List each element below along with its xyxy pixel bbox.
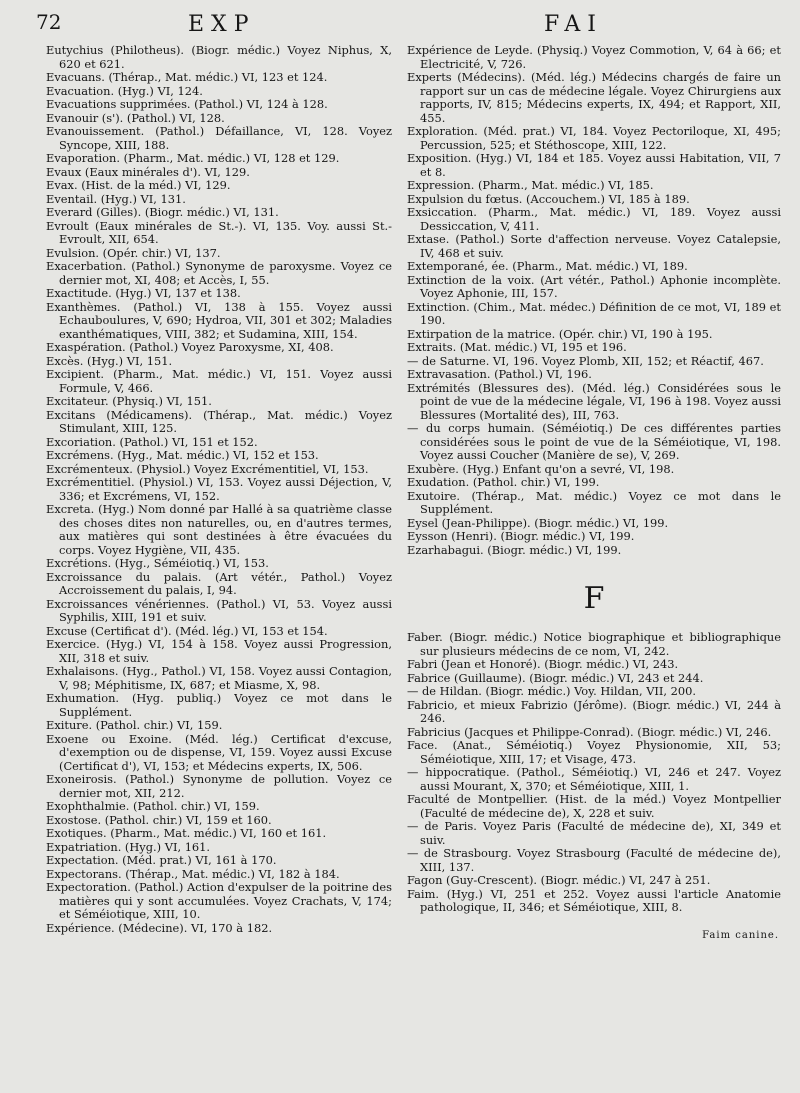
- index-entry: Fabricio, et mieux Fabrizio (Jérôme). (Biogr. médic.) VI, 244 à 246.: [407, 697, 781, 725]
- index-entry: — de Paris. Voyez Paris (Faculté de médecine de), XI, 349 et suiv.: [407, 819, 781, 847]
- index-entry: — de Saturne. VI, 196. Voyez Plomb, XII, 152; et Réactif, 467.: [407, 353, 764, 368]
- index-entry: Expérience. (Médecine). VI, 170 à 182.: [46, 920, 273, 935]
- index-entry: Exaspération. (Pathol.) Voyez Paroxysme, XI, 408.: [46, 340, 334, 354]
- index-entry: Excitateur. (Physiq.) VI, 151.: [46, 394, 212, 408]
- index-entry: Extirpation de la matrice. (Opér. chir.) VI, 190 à 195.: [407, 326, 713, 341]
- index-entry: Exophthalmie. (Pathol. chir.) VI, 159.: [46, 799, 260, 813]
- index-entry: Exsiccation. (Pharm., Mat. médic.) VI, 189. Voyez aussi Dessiccation, V, 411.: [407, 205, 781, 233]
- index-entry: Exacerbation. (Pathol.) Synonyme de paroxysme. Voyez ce dernier mot, XI, 408; et Accès, I, 55.: [46, 259, 392, 287]
- index-entry: — hippocratique. (Pathol., Séméiotiq.) VI, 246 et 247. Voyez aussi Mourant, X, 370; et Séméiotique, XIII, 1.: [407, 765, 781, 793]
- index-entry: Exhumation. (Hyg. publiq.) Voyez ce mot dans le Supplément.: [46, 691, 392, 719]
- index-entry: Exhalaisons. (Hyg., Pathol.) VI, 158. Voyez aussi Contagion, V, 98; Méphitisme, IX, 687; et Miasme, X, 98.: [46, 664, 392, 692]
- index-entry: Excipient. (Pharm., Mat. médic.) VI, 151. Voyez aussi Formule, V, 466.: [46, 367, 392, 395]
- index-entry: Extinction. (Chim., Mat. médec.) Définition de ce mot, VI, 189 et 190.: [407, 299, 781, 327]
- index-entry: Exiture. (Pathol. chir.) VI, 159.: [46, 718, 223, 732]
- index-entry: Eutychius (Philotheus). (Biogr. médic.) Voyez Niphus, X, 620 et 621.: [46, 43, 392, 71]
- index-entry: Extinction de la voix. (Art vétér., Pathol.) Aphonie incomplète. Voyez Aphonie, III, 157.: [407, 272, 781, 300]
- index-entry: Eventail. (Hyg.) VI, 131.: [46, 191, 186, 206]
- index-entry: Ezarhabagui. (Biogr. médic.) VI, 199.: [407, 542, 622, 557]
- index-entry: Exoene ou Exoine. (Méd. lég.) Certificat d'excuse, d'exemption ou de dispense, VI, 159. Voyez aussi Excuse (Certificat d'), VI, 153; et Médecins experts, IX, 506.: [46, 731, 392, 773]
- index-entry: Evacuans. (Thérap., Mat. médic.) VI, 123 et 124.: [46, 70, 328, 84]
- index-entry: Excès. (Hyg.) VI, 151.: [46, 353, 173, 368]
- index-entry: Excroissance du palais. (Art vétér., Pathol.) Voyez Accroissement du palais, I, 94.: [46, 569, 392, 597]
- index-entry: Excuse (Certificat d'). (Méd. lég.) VI, 153 et 154.: [46, 623, 328, 638]
- index-entry: Exercice. (Hyg.) VI, 154 à 158. Voyez aussi Progression, XII, 318 et suiv.: [46, 637, 392, 665]
- index-entry: Expression. (Pharm., Mat. médic.) VI, 185.: [407, 178, 654, 192]
- index-entry: Extraits. (Mat. médic.) VI, 195 et 196.: [407, 340, 627, 354]
- right-column-f-entries: [407, 631, 781, 915]
- index-entry: — de Strasbourg. Voyez Strasbourg (Faculté de médecine de), XIII, 137.: [407, 846, 781, 874]
- index-entry: Exotiques. (Pharm., Mat. médic.) VI, 160 et 161.: [46, 826, 327, 840]
- index-entry: Excoriation. (Pathol.) VI, 151 et 152.: [46, 434, 258, 449]
- index-entry: Evroult (Eaux minérales de St.-). VI, 135. Voy. aussi St.-Evroult, XII, 654.: [46, 218, 392, 246]
- index-entry: Exudation. (Pathol. chir.) VI, 199.: [407, 475, 600, 489]
- index-entry: Faim. (Hyg.) VI, 251 et 252. Voyez aussi l'article Anatomie pathologique, II, 346; et Séméiotique, XIII, 8.: [407, 886, 781, 914]
- index-entry: Face. (Anat., Séméiotiq.) Voyez Physionomie, XII, 53; Séméiotique, XIII, 17; et Visage, 473.: [407, 738, 781, 766]
- index-entry: Exutoire. (Thérap., Mat. médic.) Voyez ce mot dans le Supplément.: [407, 488, 781, 516]
- index-entry: Expérience de Leyde. (Physiq.) Voyez Commotion, V, 64 à 66; et Electricité, V, 726.: [407, 43, 781, 71]
- index-entry: Extrémités (Blessures des). (Méd. lég.) Considérées sous le point de vue de la médecine légale, VI, 196 à 198. Voyez aussi Blessures (Mortalité des), III, 763.: [407, 380, 781, 422]
- index-entry: Exanthèmes. (Pathol.) VI, 138 à 155. Voyez aussi Echauboulures, V, 690; Hydroa, VII, 301 et 302; Maladies exanthématiques, VIII, 382; et Sudamina, XIII, 154.: [46, 299, 392, 341]
- index-entry: Exubère. (Hyg.) Enfant qu'on a sevré, VI, 198.: [407, 461, 675, 476]
- index-entry: Evaux (Eaux minérales d'). VI, 129.: [46, 164, 250, 179]
- index-entry: Expulsion du fœtus. (Accouchem.) VI, 185 à 189.: [407, 191, 690, 206]
- index-entry: Exactitude. (Hyg.) VI, 137 et 138.: [46, 286, 241, 300]
- index-entry: Evaporation. (Pharm., Mat. médic.) VI, 128 et 129.: [46, 151, 340, 165]
- index-entry: Evanouir (s'). (Pathol.) VI, 128.: [46, 110, 225, 125]
- index-entry: Evacuations supprimées. (Pathol.) VI, 124 à 128.: [46, 97, 328, 111]
- left-column: [46, 44, 392, 935]
- index-entry: Evulsion. (Opér. chir.) VI, 137.: [46, 245, 221, 260]
- index-entry: Expectoration. (Pathol.) Action d'expulser de la poitrine des matières qui y sont accumulées. Voyez Crachats, V, 174; et Séméiotique, XIII, 10.: [46, 880, 392, 921]
- index-entry: Evax. (Hist. de la méd.) VI, 129.: [46, 178, 231, 192]
- section-letter-heading: F: [583, 581, 605, 616]
- index-entry: Excrétions. (Hyg., Séméiotiq.) VI, 153.: [46, 556, 269, 570]
- index-entry: Fabricius (Jacques et Philippe-Conrad). (Biogr. médic.) VI, 246.: [407, 724, 772, 739]
- index-entry: Exostose. (Pathol. chir.) VI, 159 et 160.: [46, 812, 272, 827]
- index-entry: Expatriation. (Hyg.) VI, 161.: [46, 839, 211, 854]
- index-entry: Expectorans. (Thérap., Mat. médic.) VI, 182 à 184.: [46, 866, 340, 881]
- index-entry: Eysel (Jean-Philippe). (Biogr. médic.) VI, 199.: [407, 515, 669, 530]
- right-column-e-entries: [407, 44, 781, 557]
- index-entry: Exoneirosis. (Pathol.) Synonyme de pollution. Voyez ce dernier mot, XII, 212.: [46, 772, 392, 800]
- index-entry: — de Hildan. (Biogr. médic.) Voy. Hildan, VII, 200.: [407, 684, 697, 698]
- index-entry: Extemporané, ée. (Pharm., Mat. médic.) VI, 189.: [407, 259, 688, 273]
- index-entry: Excreta. (Hyg.) Nom donné par Hallé à sa quatrième classe des choses dites non naturelles, ou, en d'autres termes, aux matières qui sont destinées à être évacuées du corps. Voyez Hygiène, VII, 435.: [46, 502, 392, 557]
- index-entry: Excrémentitiel. (Physiol.) VI, 153. Voyez aussi Déjection, V, 336; et Excrémens, VI, 152.: [46, 475, 392, 503]
- index-entry: — du corps humain. (Séméiotiq.) De ces différentes parties considérées sous le point de vue de la Séméiotique, VI, 198. Voyez aussi Coucher (Manière de se), V, 269.: [407, 421, 781, 462]
- index-entry: Faber. (Biogr. médic.) Notice biographique et bibliographique sur plusieurs médecins de ce nom, VI, 242.: [407, 630, 781, 658]
- index-entry: Exploration. (Méd. prat.) VI, 184. Voyez Pectoriloque, XI, 495; Percussion, 525; et Stéthoscope, XIII, 122.: [407, 124, 781, 152]
- running-head-left: EXP: [188, 12, 256, 37]
- index-entry: Fagon (Guy-Crescent). (Biogr. médic.) VI, 247 à 251.: [407, 873, 711, 887]
- index-entry: Excrémens. (Hyg., Mat. médic.) VI, 152 et 153.: [46, 448, 319, 462]
- index-entry: Experts (Médecins). (Méd. lég.) Médecins chargés de faire un rapport sur un cas de médecine légale. Voyez Chirurgiens aux rapports, IV, 815; Médecins experts, IX, 494; et Rapport, XII, 455.: [407, 70, 781, 125]
- index-entry: Fabrice (Guillaume). (Biogr. médic.) VI, 243 et 244.: [407, 670, 704, 685]
- index-entry: Excitans (Médicamens). (Thérap., Mat. médic.) Voyez Stimulant, XIII, 125.: [46, 407, 392, 435]
- index-entry: Everard (Gilles). (Biogr. médic.) VI, 131.: [46, 205, 279, 219]
- index-entry: Eysson (Henri). (Biogr. médic.) VI, 199.: [407, 529, 635, 543]
- index-entry: Extase. (Pathol.) Sorte d'affection nerveuse. Voyez Catalepsie, IV, 468 et suiv.: [407, 232, 781, 260]
- index-entry: Faculté de Montpellier. (Hist. de la méd.) Voyez Montpellier (Faculté de médecine de), X, 228 et suiv.: [407, 792, 781, 820]
- index-entry: Excrémenteux. (Physiol.) Voyez Excrémentitiel, VI, 153.: [46, 461, 369, 476]
- index-entry: Evacuation. (Hyg.) VI, 124.: [46, 83, 203, 98]
- index-entry: Extravasation. (Pathol.) VI, 196.: [407, 367, 592, 381]
- right-column: [407, 44, 781, 942]
- catchword: Faim canine.: [702, 929, 779, 941]
- index-entry: Exposition. (Hyg.) VI, 184 et 185. Voyez aussi Habitation, VII, 7 et 8.: [407, 151, 781, 179]
- page-number: 72: [36, 10, 62, 34]
- index-entry: Fabri (Jean et Honoré). (Biogr. médic.) VI, 243.: [407, 657, 679, 671]
- index-entry: Expectation. (Méd. prat.) VI, 161 à 170.: [46, 853, 277, 867]
- index-entry: Excroissances vénériennes. (Pathol.) VI, 53. Voyez aussi Syphilis, XIII, 191 et suiv.: [46, 596, 392, 624]
- index-entry: Evanouissement. (Pathol.) Défaillance, VI, 128. Voyez Syncope, XIII, 188.: [46, 124, 392, 152]
- running-head-right: FAI: [544, 12, 603, 37]
